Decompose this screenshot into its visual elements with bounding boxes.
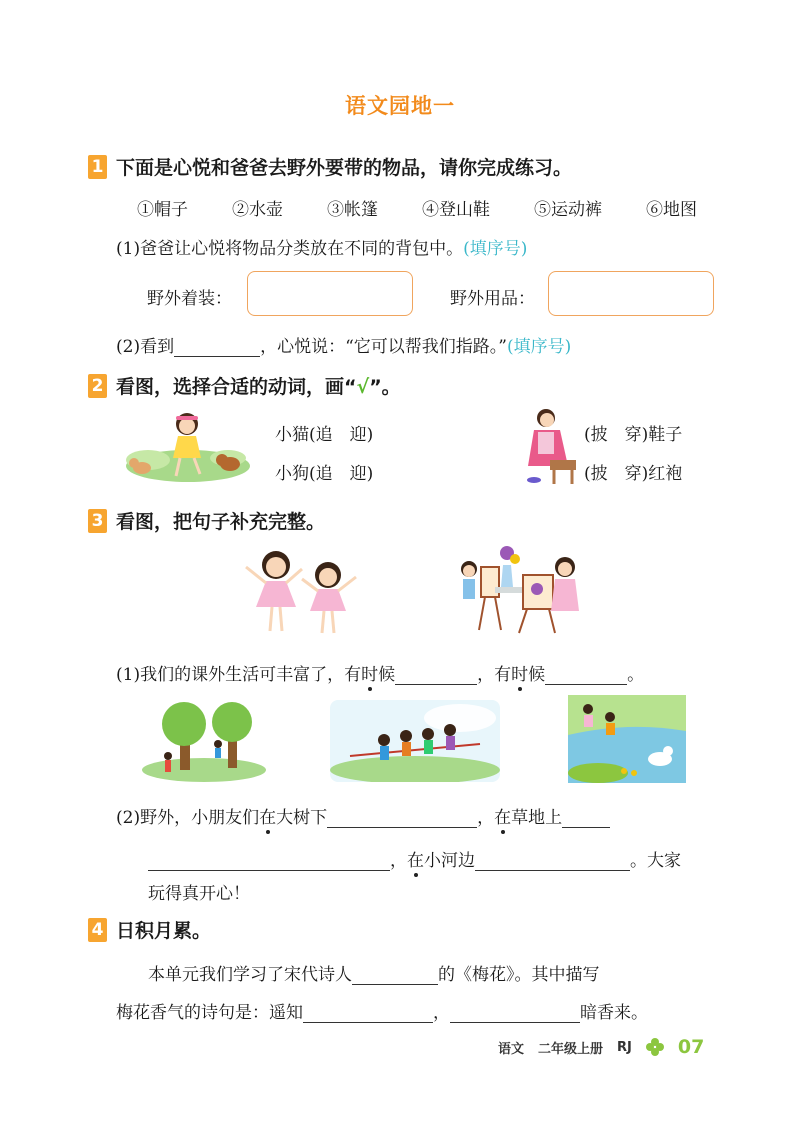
q4-line1 xyxy=(148,960,600,985)
poet-blank[interactable] xyxy=(352,966,438,985)
question-3-title: 看图，把句子补充完整。 xyxy=(116,511,326,533)
q3-sub2-text-f: 小河边 xyxy=(424,851,475,871)
q4-line2-text-c: 暗香来。 xyxy=(580,1003,648,1023)
check-mark: √ xyxy=(356,376,370,398)
question-number-2: 2 xyxy=(88,374,107,398)
q3-sub2-text-g: 。大家 xyxy=(630,851,681,871)
girl-cat-dog-illustration xyxy=(118,408,253,488)
dotted-text: 在 xyxy=(494,808,512,828)
page-number: 07 xyxy=(677,1036,705,1058)
q1-sub2 xyxy=(116,332,571,357)
q3-sub2-text-e: ， xyxy=(390,851,407,871)
q2-title-a: 看图，选择合适的动词，画“ xyxy=(116,376,357,398)
q4-line1-text-b: 的《梅花》。其中描写 xyxy=(438,965,600,985)
question-number-3: 3 xyxy=(88,509,107,533)
q1-sub1-hint: (填序号) xyxy=(463,239,528,259)
clover-icon xyxy=(646,1038,664,1056)
q2-title-b: ”。 xyxy=(369,376,401,398)
q3-sub2-line2 xyxy=(148,846,681,871)
question-4-title: 日积月累。 xyxy=(116,920,212,942)
item: ②水壶 xyxy=(232,200,283,220)
q4-line2 xyxy=(116,998,648,1023)
grass-blank-end[interactable] xyxy=(148,852,390,871)
activity-blank-2[interactable] xyxy=(545,666,627,685)
q3-sub2-text-b: 大树下 xyxy=(276,808,328,828)
q3-sub2-text-a: (2)野外，小朋友们 xyxy=(116,808,260,828)
tug-of-war-illustration xyxy=(330,700,500,782)
q2-right-row-1[interactable]: (披 穿)鞋子 xyxy=(584,425,683,445)
q4-line1-text-a: 本单元我们学习了宋代诗人 xyxy=(148,965,352,985)
tree-blank[interactable] xyxy=(327,809,477,828)
q2-right-row-2[interactable]: (披 穿)红袍 xyxy=(584,464,683,484)
poem-blank-2[interactable] xyxy=(450,1004,580,1023)
item: ③帐篷 xyxy=(327,200,378,220)
emphasis-dotted xyxy=(344,665,395,685)
dotted-text: 有时候 xyxy=(494,665,546,685)
q1-sub2-text-b: ，心悦说：“它可以帮我们指路。” xyxy=(260,337,507,357)
tree-shade-illustration xyxy=(140,700,268,782)
question-number-1: 1 xyxy=(88,155,107,179)
q1-sub2-text-a: (2)看到 xyxy=(116,337,175,357)
girl-robe-illustration xyxy=(520,406,580,488)
question-2-title xyxy=(116,372,401,399)
grass-blank-start[interactable] xyxy=(562,809,610,828)
riverside-illustration xyxy=(568,695,686,783)
q4-line2-text-a: 梅花香气的诗句是：遥知 xyxy=(116,1003,303,1023)
footer-subject: 语文 xyxy=(498,1041,525,1057)
q3-sub2-line1 xyxy=(116,803,610,828)
label-supplies: 野外用品： xyxy=(450,289,535,309)
painting-illustration xyxy=(455,545,585,640)
footer xyxy=(498,1036,704,1058)
dotted-text: 在 xyxy=(259,808,277,828)
q3-sub2-line3: 玩得真开心！ xyxy=(148,884,250,904)
question-number-4: 4 xyxy=(88,918,107,942)
river-blank[interactable] xyxy=(475,852,630,871)
item-list xyxy=(137,195,697,220)
page-title: 语文园地一 xyxy=(345,94,455,118)
dancing-girls-illustration xyxy=(240,545,365,640)
q1-sub2-hint: (填序号) xyxy=(506,337,572,357)
q3-sub1-text-a: (1)我们的课外生活可丰富了， xyxy=(116,665,345,685)
supplies-answer-box[interactable] xyxy=(548,271,714,316)
poem-blank-1[interactable] xyxy=(303,1004,433,1023)
q3-sub1-end: 。 xyxy=(627,665,645,685)
dotted-text: 在 xyxy=(407,851,424,871)
q2-left-row-2[interactable]: 小狗(追 迎) xyxy=(275,464,374,484)
map-answer-blank[interactable] xyxy=(174,338,260,357)
clothing-answer-box[interactable] xyxy=(247,271,413,316)
item: ⑤运动裤 xyxy=(534,200,602,220)
q4-line2-text-b: ， xyxy=(433,1003,450,1023)
item: ①帽子 xyxy=(137,200,188,220)
q1-sub1-text: (1)爸爸让心悦将物品分类放在不同的背包中。 xyxy=(116,239,464,259)
q3-sub1-text-b: ， xyxy=(477,665,495,685)
q2-left-row-1[interactable]: 小猫(追 迎) xyxy=(275,425,374,445)
dotted-text: 有时候 xyxy=(344,665,396,685)
q3-sub2-text-c: ， xyxy=(477,808,495,828)
activity-blank-1[interactable] xyxy=(395,666,477,685)
footer-grade: 二年级上册 xyxy=(538,1041,604,1057)
q3-sub1 xyxy=(116,660,644,685)
footer-edition: RJ xyxy=(617,1039,632,1055)
q1-sub1 xyxy=(116,234,527,259)
item: ④登山鞋 xyxy=(422,200,490,220)
item: ⑥地图 xyxy=(646,200,697,220)
label-clothing: 野外着装： xyxy=(147,289,232,309)
question-1-title: 下面是心悦和爸爸去野外要带的物品，请你完成练习。 xyxy=(116,157,573,179)
q3-sub2-text-d: 草地上 xyxy=(511,808,563,828)
